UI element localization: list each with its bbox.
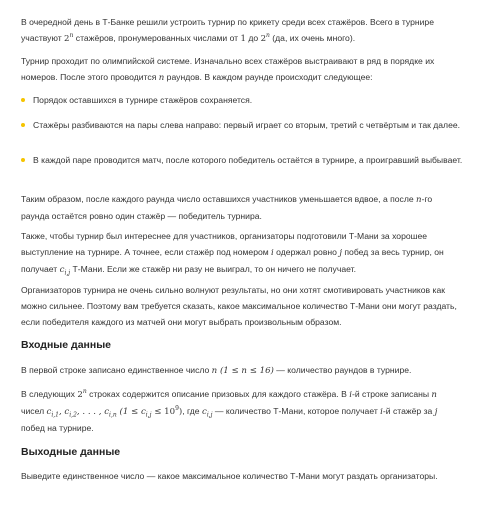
input-text: — количество Т-Мани, которое получает [212, 406, 381, 416]
intro-paragraph [21, 14, 461, 47]
system-text: Турнир проходит по олимпийской системе. Изначально всех стажёров выстраивают в ряд в порядке их номеров. После этого проводится [21, 56, 435, 82]
output-paragraph: Выведите единственное число — какое максимальное количество Т-Мани могут раздать организаторы. [21, 471, 438, 481]
math-c: , . . . , c [76, 407, 110, 417]
organizers-paragraph: Организаторов турнира не очень сильно волнуют результаты, но они хотят смотивировать участников как можно сильнее. Поэтому вам требуется сказать, какое максимальное количество Т-Мани они могут раздать, если победителя каждого из матчей они могут выбрать произвольным образом. [21, 285, 457, 327]
math-sup: 9 [175, 405, 179, 413]
math-c: c [46, 407, 52, 417]
input-line-1 [21, 362, 461, 379]
math-range: (1 ≤ c [116, 407, 146, 417]
math-range: ) [178, 407, 183, 417]
prizes-text: одержал ровно [273, 247, 340, 257]
input-text: побед на турнире. [21, 423, 94, 433]
result-paragraph [21, 191, 461, 224]
math-sub: i,j [206, 411, 213, 419]
input-text: -й стажёр за [382, 406, 435, 416]
system-text: раундов. В каждом раунде происходит следующее: [164, 72, 373, 82]
math-2n: 2 [260, 34, 267, 44]
math-i: i [380, 407, 383, 417]
input-line-2 [21, 386, 461, 436]
math-c: , c [58, 407, 70, 417]
prizes-paragraph [21, 228, 461, 278]
input-text: -й строке записаны [351, 389, 432, 399]
math-c: c [201, 407, 207, 417]
bullet-item-3: В каждой паре проводится матч, после которого победитель остаётся в турнире, а проигравший выбывает. [33, 155, 463, 165]
bullet-dot [21, 158, 25, 162]
math-n: n [416, 195, 422, 205]
math-n-range: n (1 ≤ n ≤ 16) [211, 366, 274, 376]
result-text: Таким образом, после каждого раунда число оставшихся участников уменьшается вдвое, а после [21, 194, 417, 204]
math-sup: n [82, 388, 87, 396]
input-heading: Входные данные [21, 339, 112, 351]
input-text: строках содержится описание призовых для каждого стажёра. В [86, 389, 350, 399]
intro-text: до [245, 33, 261, 43]
input-text: В следующих [21, 389, 78, 399]
math-j: j [434, 407, 438, 417]
intro-text: стажёров, пронумерованных числами от [73, 33, 241, 43]
math-sup: n [69, 32, 74, 40]
bullet-item-1: Порядок оставшихся в турнире стажёров сохраняется. [33, 95, 253, 105]
math-n: n [431, 390, 437, 400]
input-text: , где [182, 406, 202, 416]
math-sub: i,2 [69, 411, 77, 419]
math-range: ≤ 10 [151, 407, 176, 417]
system-paragraph [21, 53, 461, 86]
math-sup: n [266, 32, 270, 40]
input-text: В первой строке записано единственное число [21, 365, 212, 375]
math-sub: i,j [145, 411, 152, 419]
result-text: -го раунда остаётся ровно один стажёр — победитель турнира. [21, 194, 433, 221]
math-2n: 2 [64, 34, 70, 44]
prizes-text: Т-Мани. Если же стажёр ни разу не выиграл, то он ничего не получает. [70, 264, 356, 274]
prizes-text: побед за весь турнир, он получает [21, 247, 444, 274]
intro-text: (да, их очень много). [269, 33, 356, 43]
math-i: i [271, 248, 274, 258]
math-c: c [59, 265, 65, 275]
input-text: чисел [21, 406, 47, 416]
bullet-dot [21, 123, 25, 127]
intro-text: В очередной день в Т-Банке решили устроить турнир по крикету среди всех стажёров. Всего в турнире участвуют [21, 17, 434, 43]
bullet-dot [21, 98, 25, 102]
input-text: — количество раундов в турнире. [273, 365, 412, 375]
math-j: j [339, 248, 342, 258]
bullet-item-2: Стажёры разбиваются на пары слева направо: первый играет со вторым, третий с четвёртым и так далее. [33, 120, 461, 130]
output-heading: Выходные данные [21, 446, 121, 458]
math-1: 1 [240, 34, 246, 44]
math-sub: i,n [109, 411, 117, 419]
math-2n: 2 [77, 390, 83, 400]
math-sub: i,1 [51, 411, 59, 419]
math-i: i [349, 390, 352, 400]
math-sub: i,j [64, 269, 71, 277]
math-n: n [158, 73, 165, 83]
prizes-text: Также, чтобы турнир был интереснее для участников, организаторы подготовили Т-Мани за хорошее выступление на турнире. А точнее, если стажёр под номером [21, 231, 428, 257]
